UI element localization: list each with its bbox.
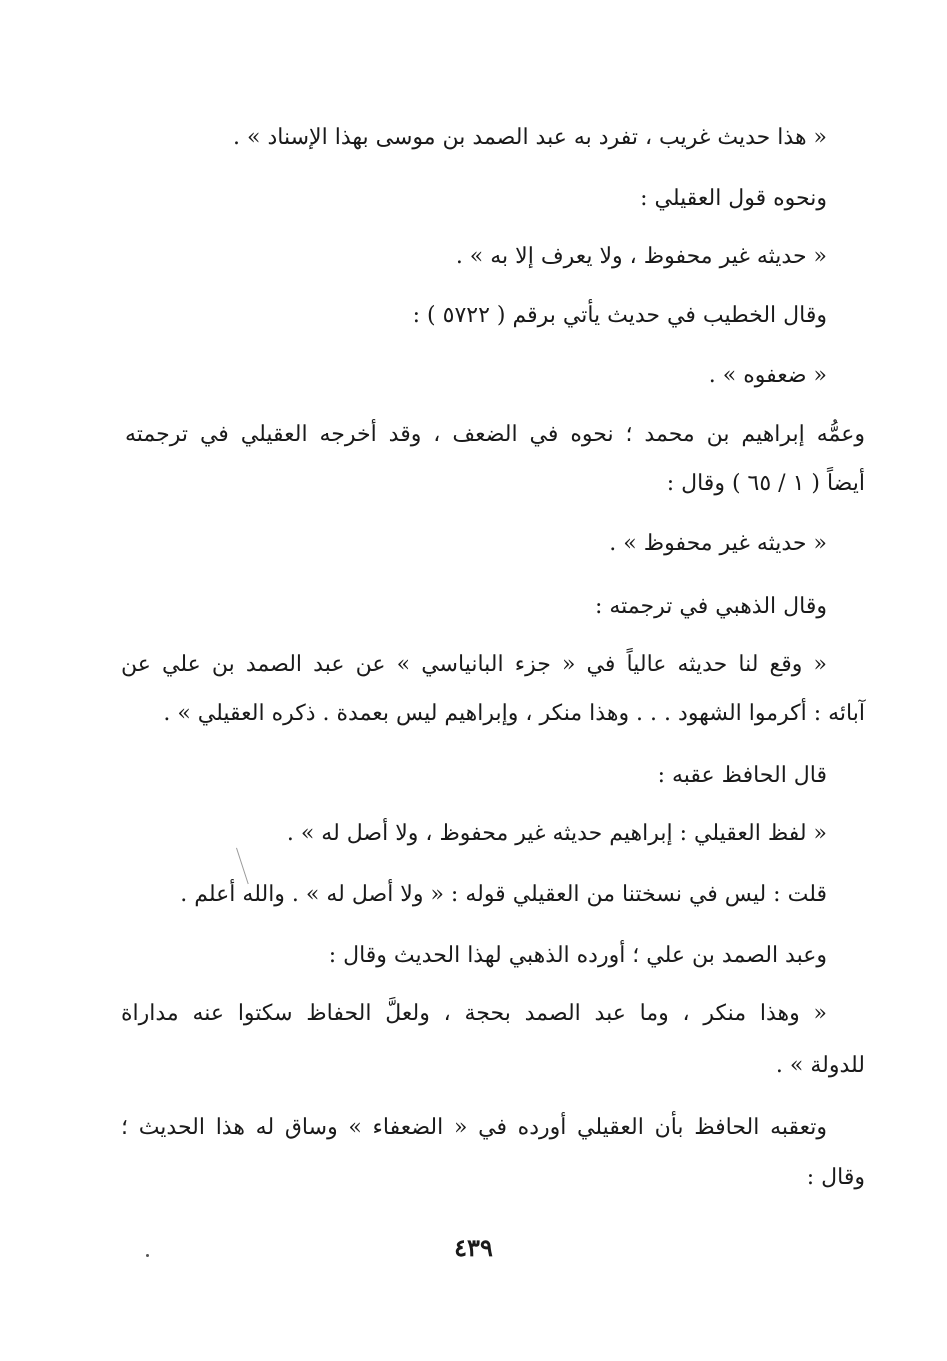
text-line: وقال الذهبي في ترجمته : [594, 594, 827, 619]
text-line: « حديثه غير محفوظ » . [609, 531, 827, 556]
text-line: « ضعفوه » . [708, 363, 827, 388]
text-line: وعبد الصمد بن علي ؛ أورده الذهبي لهذا الحديث وقال : [328, 943, 827, 968]
text-line: آبائه : أكرموا الشهود . . . وهذا منكر ، وإبراهيم ليس بعمدة . ذكره العقيلي » . [163, 701, 865, 726]
text-line: للدولة » . [775, 1053, 865, 1078]
text-line: « وقع لنا حديثه عالياً في « جزء البانياسي » عن عبد الصمد بن علي عن [121, 652, 827, 677]
text-line: ونحوه قول العقيلي : [640, 186, 827, 211]
text-line: « لفظ العقيلي : إبراهيم حديثه غير محفوظ ، ولا أصل له » . [286, 821, 827, 846]
page-number: ٤٣٩ [454, 1233, 493, 1262]
text-line: وعمُّه إبراهيم بن محمد ؛ نحوه في الضعف ، وقد أخرجه العقيلي في ترجمته [125, 422, 865, 447]
text-line: قلت : ليس في نسختنا من العقيلي قوله : « ولا أصل له » . والله أعلم . [180, 882, 827, 907]
text-line: قال الحافظ عقبه : [657, 763, 827, 788]
text-line: « حديثه غير محفوظ ، ولا يعرف إلا به » . [455, 244, 827, 269]
text-line: وتعقبه الحافظ بأن العقيلي أورده في « الضعفاء » وساق له هذا الحديث ؛ [121, 1115, 827, 1140]
text-line: « وهذا منكر ، وما عبد الصمد بحجة ، ولعلَّ الحفاظ سكتوا عنه مداراة [121, 1001, 827, 1026]
text-line: وقال : [806, 1165, 865, 1190]
scan-speck [146, 1254, 149, 1257]
text-line: أيضاً ( ١ / ٦٥ ) وقال : [666, 471, 865, 496]
text-line: وقال الخطيب في حديث يأتي برقم ( ٥٧٢٢ ) : [412, 303, 827, 328]
text-line: « هذا حديث غريب ، تفرد به عبد الصمد بن موسى بهذا الإسناد » . [233, 125, 827, 150]
